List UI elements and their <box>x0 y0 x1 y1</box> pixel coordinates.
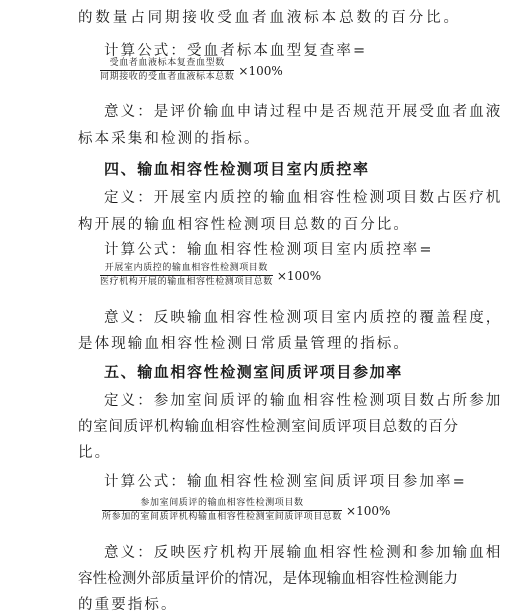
fraction-denominator: 同期接收的受血者血液标本总数 <box>100 72 235 82</box>
section-heading: 四、输血相容性检测项目室内质控率 <box>104 160 370 178</box>
fraction-denominator: 医疗机构开展的输血相容性检测项目总数 <box>100 277 273 287</box>
fraction-multiplier: ×100% <box>238 63 283 78</box>
fraction-bar <box>100 70 234 71</box>
formula-label: 计算公式：输血相容性检测项目室内质控率= <box>104 242 434 258</box>
paragraph-line: 定义：开展室内质控的输血相容性检测项目数占医疗机 <box>104 190 503 206</box>
section-heading: 五、输血相容性检测室间质评项目参加率 <box>104 363 403 381</box>
paragraph-line: 比。 <box>78 445 112 461</box>
fraction-multiplier: ×100% <box>346 503 391 518</box>
paragraph-line: 意义：反映输血相容性检测项目室内质控的覆盖程度， <box>104 310 503 326</box>
fraction-denominator: 所参加的室间质评机构输血相容性检测室间质评项目总数 <box>102 512 343 522</box>
paragraph-line: 容性检测外部质量评价的情况，是体现输血相容性检测能力 <box>78 571 458 587</box>
fraction-numerator: 受血者血液标本复查血型数 <box>109 58 225 68</box>
fraction-numerator: 参加室间质评的输血相容性检测项目数 <box>140 498 304 508</box>
paragraph-line: 的数量占同期接收受血者血液标本总数的百分比。 <box>78 10 458 26</box>
formula-fraction <box>100 263 321 288</box>
fraction-bar <box>102 510 342 511</box>
formula-label: 计算公式：受血者标本血型复查率= <box>104 43 368 59</box>
paragraph-line: 标本采集和检测的指标。 <box>78 131 261 147</box>
paragraph-line: 意义：反映医疗机构开展输血相容性检测和参加输血相 <box>104 545 503 561</box>
paragraph-line: 的重要指标。 <box>78 597 178 613</box>
fraction-numerator: 开展室内质控的输血相容性检测项目数 <box>104 263 268 273</box>
paragraph-line: 定义：参加室间质评的输血相容性检测项目数占所参加 <box>104 393 503 409</box>
paragraph-line: 意义：是评价输血申请过程中是否规范开展受血者血液 <box>104 104 503 120</box>
formula-fraction <box>100 58 283 83</box>
formula-label: 计算公式：输血相容性检测室间质评项目参加率= <box>104 474 467 490</box>
formula-fraction <box>102 498 390 523</box>
fraction-multiplier: ×100% <box>276 268 322 283</box>
paragraph-line: 是体现输血相容性检测日常质量管理的指标。 <box>78 336 410 352</box>
paragraph-line: 的室间质评机构输血相容性检测室间质评项目总数的百分 <box>78 419 458 435</box>
paragraph-line: 构开展的输血相容性检测项目总数的百分比。 <box>78 217 410 233</box>
fraction-bar <box>100 275 273 276</box>
